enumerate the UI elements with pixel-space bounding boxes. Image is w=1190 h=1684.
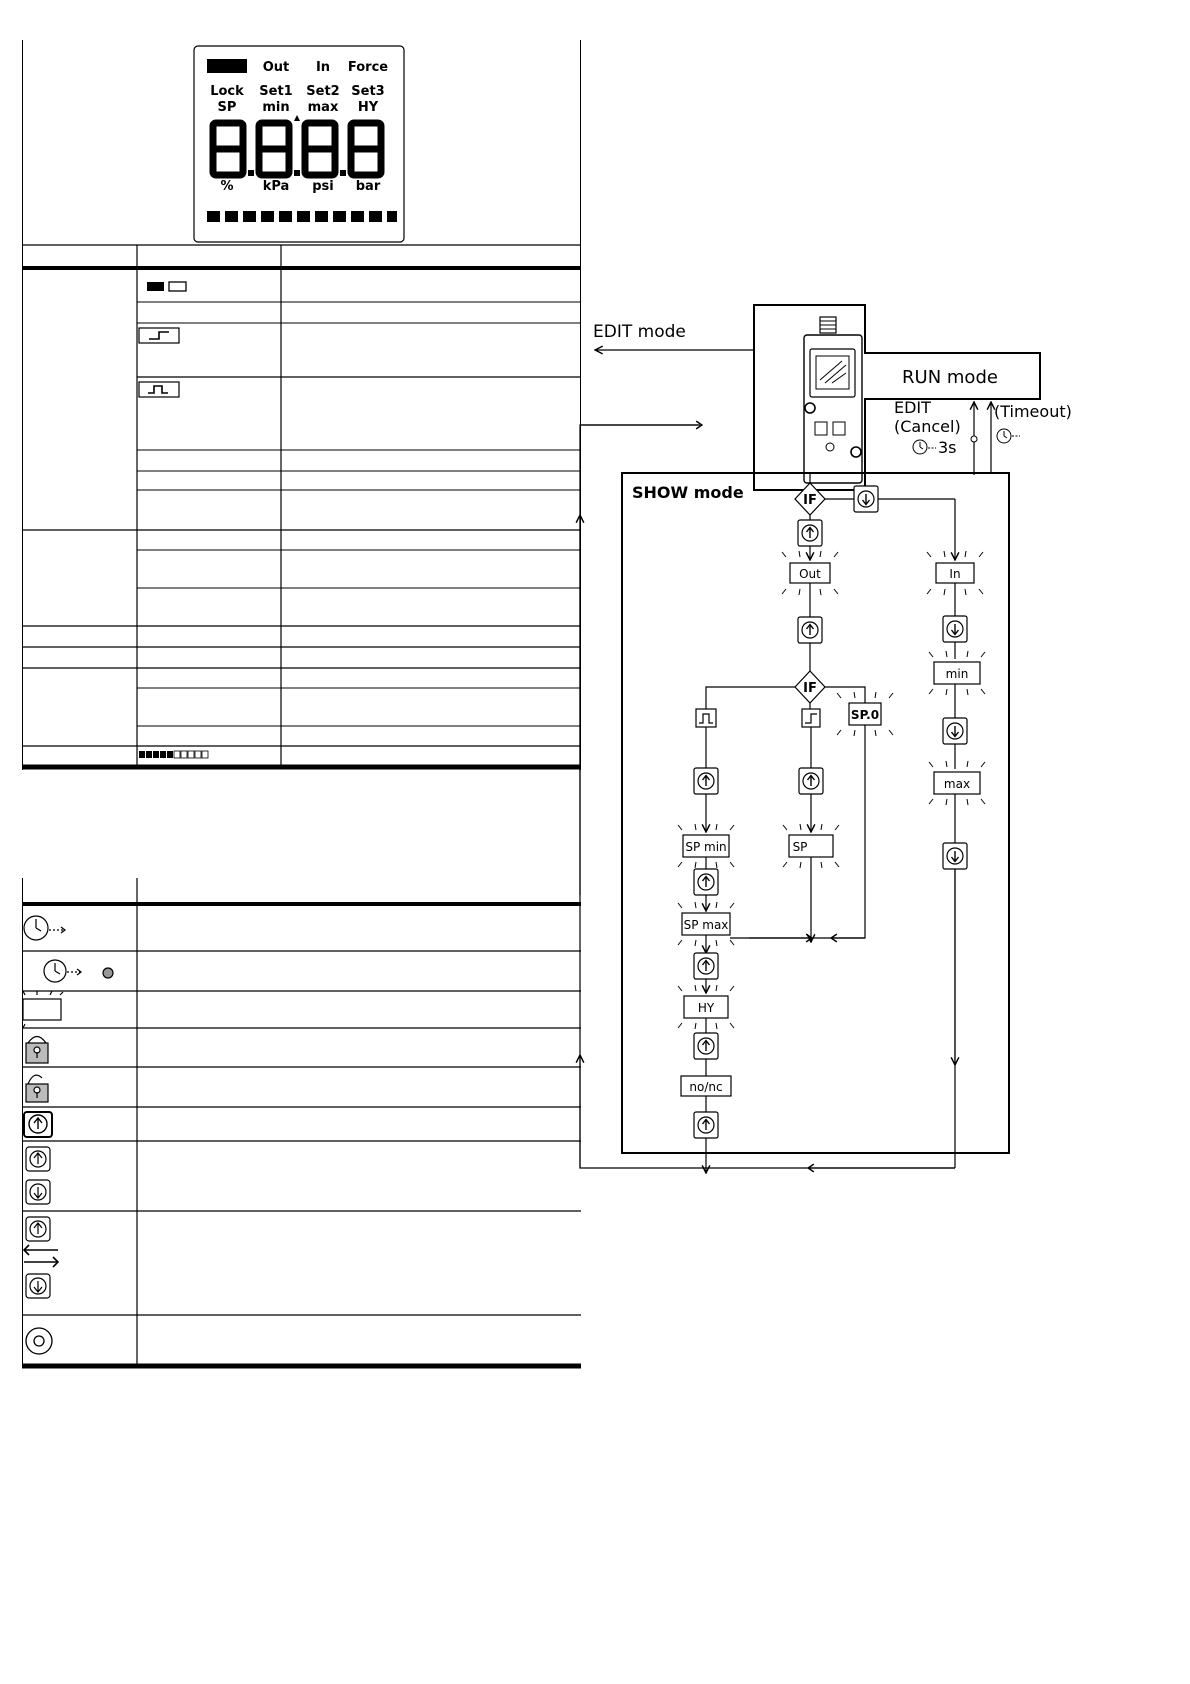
up-key-icon [694, 1033, 718, 1059]
edit-mode-label: EDIT mode [593, 322, 686, 342]
down-key-icon [26, 1274, 50, 1298]
lcd-force-label: Force [347, 60, 389, 75]
down-key-icon [943, 616, 967, 642]
up-key-icon [26, 1217, 50, 1241]
lcd-unit-kpa: kPa [262, 179, 290, 194]
lcd-out-label: Out [262, 60, 290, 75]
cancel-label: (Cancel) [894, 417, 961, 436]
up-key-icon [26, 1147, 50, 1171]
hy-label: HY [697, 1001, 715, 1015]
window-switch-icon [696, 709, 716, 727]
filled-rect-icon [147, 282, 164, 291]
up-key-icon [694, 1112, 718, 1138]
timer-icon [913, 440, 936, 454]
lock-open-icon [26, 1075, 48, 1102]
down-key-icon [943, 718, 967, 744]
lcd-unit-psi: psi [312, 179, 334, 194]
sp-off-label: SP.0 [850, 708, 880, 722]
edit-label: EDIT [894, 398, 931, 417]
down-key-icon [26, 1180, 50, 1204]
down-key-icon [854, 486, 878, 512]
lcd-set1-label: Set1 [259, 84, 293, 99]
max-label: max [943, 777, 971, 791]
lcd-set2-label: Set2 [306, 84, 340, 99]
display-elements-table [22, 40, 582, 770]
timer-icon [997, 429, 1020, 443]
run-mode-label: RUN mode [902, 367, 998, 388]
down-key-icon [943, 843, 967, 869]
flashing-display-icon [23, 991, 63, 1028]
up-key-icon [799, 768, 823, 794]
timeout-button-icon [44, 960, 113, 982]
lcd-lock-label: Lock [210, 84, 244, 99]
threshold-switch-icon [139, 328, 179, 343]
swap-arrows-icon [24, 1245, 58, 1267]
up-key-icon [24, 1112, 52, 1137]
up-key-icon [694, 953, 718, 979]
threshold-switch-icon [802, 709, 820, 727]
sp-min-label: SP min [685, 840, 727, 854]
lcd-unit-percent: % [220, 179, 234, 194]
edit-button-icon [26, 1328, 52, 1354]
lcd-unit-bar: bar [355, 179, 381, 194]
window-switch-icon [139, 382, 179, 397]
show-mode-label: SHOW mode [632, 483, 744, 502]
lcd-set3-label: Set3 [351, 84, 385, 99]
bar-graph-icon [139, 751, 208, 758]
lcd-hy-label: HY [357, 100, 379, 115]
if-label: IF [803, 493, 817, 508]
sp-max-label: SP max [683, 918, 729, 932]
menu-flow-diagram [593, 295, 1160, 1275]
lcd-sp-label: SP [217, 100, 237, 115]
lcd-max-label: max [307, 100, 339, 115]
up-key-icon [798, 520, 822, 546]
sp-label: SP [792, 840, 808, 854]
cancel-time-label: 3s [938, 438, 957, 457]
lcd-in-label: In [315, 60, 331, 75]
no-nc-label: no/nc [689, 1080, 723, 1094]
up-key-icon [694, 869, 718, 895]
min-label: min [945, 667, 969, 681]
symbol-legend-table [22, 878, 582, 1374]
empty-rect-icon [169, 282, 186, 291]
up-key-icon [798, 617, 822, 643]
lock-closed-icon [26, 1037, 48, 1064]
if-label: IF [803, 681, 817, 696]
out-label: Out [799, 567, 821, 581]
timeout-icon [24, 916, 65, 940]
timeout-label: (Timeout) [994, 402, 1072, 421]
up-key-icon [694, 768, 718, 794]
in-label: In [949, 567, 961, 581]
lcd-min-label: min [262, 100, 290, 115]
